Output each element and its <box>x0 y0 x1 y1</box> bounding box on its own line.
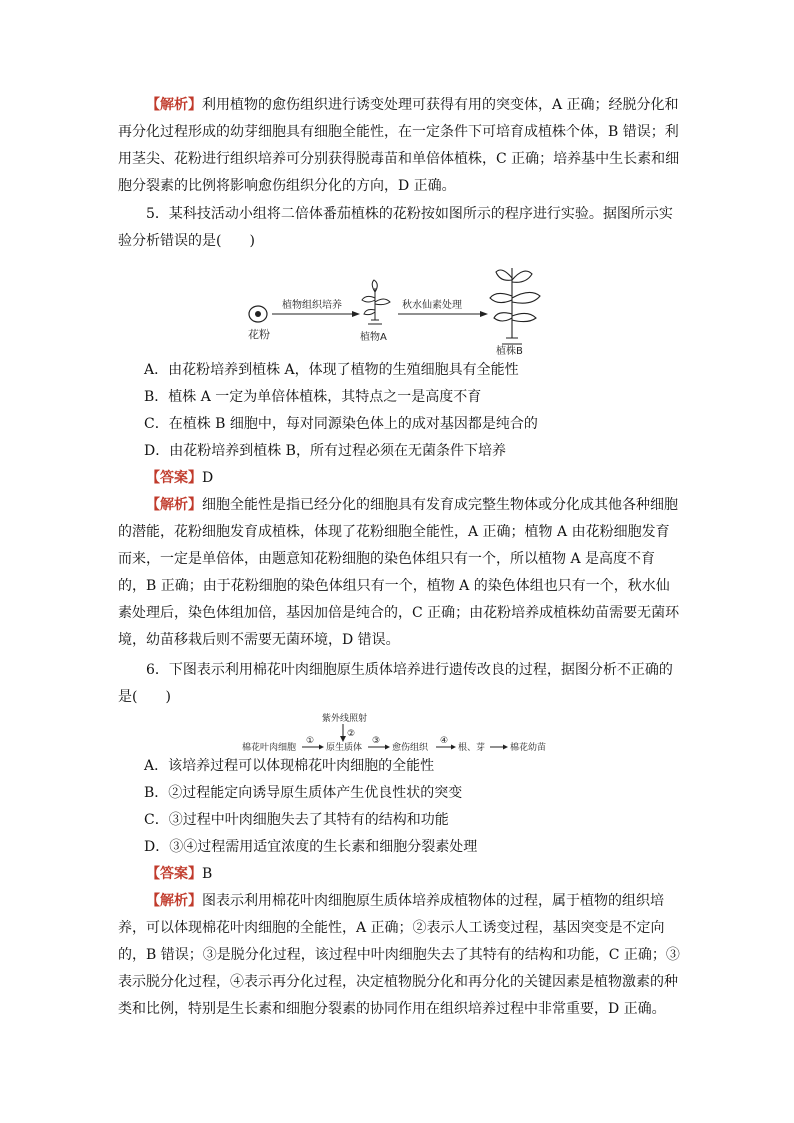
callus-label: 愈伤组织 <box>392 743 429 753</box>
q5-option-d: D．由花粉培养到植株 B，所有过程必须在无菌条件下培养 <box>144 443 506 459</box>
step-2-marker: ② <box>347 729 356 739</box>
q4-analysis <box>118 92 680 200</box>
q5-option-a: A．由花粉培养到植株 A，体现了植物的生殖细胞具有全能性 <box>144 362 519 378</box>
q6-option-d: D．③④过程需用适宜浓度的生长素和细胞分裂素处理 <box>144 839 478 855</box>
question-5-stem: 5．某科技活动小组将二倍体番茄植株的花粉按如图所示的程序进行实验。据图所示实验分析错误的是( ) <box>118 206 673 249</box>
q5-option-c: C．在植株 B 细胞中，每对同源染色体上的成对基因都是纯合的 <box>144 416 538 432</box>
pollen-label: 花粉 <box>248 328 270 341</box>
root-bud-label: 根、芽 <box>458 743 486 753</box>
seedling-label: 棉花幼苗 <box>510 743 547 753</box>
analysis-text: 利用植物的愈伤组织进行诱变处理可获得有用的突变体，A 正确；经脱分化和再分化过程形成的幼芽细胞具有细胞全能性，在一定条件下可培育成植株个体，B 错误；利用茎尖、花粉进行组织培养可分别获得脱毒苗和单倍体植株，C 正确；培养基中生长素和细胞分裂素的比例将影响愈伤组织分化的方向，D 正确。 <box>118 97 680 194</box>
step-1-label: 植物组织培养 <box>282 300 342 311</box>
analysis-tag: 【解析】 <box>146 97 202 113</box>
step-4-marker: ④ <box>440 736 449 746</box>
q5-process-figure <box>240 258 560 356</box>
q6-option-c: C．③过程中叶肉细胞失去了其特有的结构和功能 <box>144 812 449 828</box>
uv-label: 紫外线照射 <box>322 714 368 724</box>
q6-process-figure <box>240 712 560 756</box>
cell-label: 棉花叶肉细胞 <box>242 743 297 753</box>
plant-a-icon <box>362 280 390 324</box>
analysis-tag: 【解析】 <box>146 497 202 513</box>
q5-analysis <box>118 492 680 654</box>
answer-value: D <box>202 470 214 486</box>
step-1-marker: ① <box>306 736 315 746</box>
answer-value: B <box>202 866 213 882</box>
plant-b-label: 植株B <box>496 346 523 356</box>
q5-answer <box>118 465 680 492</box>
step-3-marker: ③ <box>372 736 381 746</box>
q5-option-b: B．植株 A 一定为单倍体植株，其特点之一是高度不育 <box>144 389 482 405</box>
q6-option-b: B．②过程能定向诱导原生质体产生优良性状的突变 <box>144 785 463 801</box>
q6-option-a: A．该培养过程可以体现棉花叶肉细胞的全能性 <box>144 758 435 774</box>
plant-a-label: 植物A <box>360 332 387 343</box>
pollen-icon <box>249 306 267 322</box>
q6-answer <box>118 861 680 888</box>
question-6-stem: 6．下图表示利用棉花叶肉细胞原生质体培养进行遗传改良的过程，据图分析不正确的是( ) <box>118 662 673 705</box>
answer-tag: 【答案】 <box>146 470 202 486</box>
plant-b-icon <box>490 268 540 344</box>
analysis-text: 细胞全能性是指已经分化的细胞具有发育成完整生物体或分化成其他各种细胞的潜能，花粉细胞发育成植株，体现了花粉细胞全能性，A 正确；植物 A 由花粉细胞发育而来，一定是单倍体，由题意知花粉细胞的染色体组只有一个，所以植物 A 是高度不育的，B 正确；由于花粉细胞的染色体组只有一个，植物 A 的染色体组也只有一个，秋水仙素处理后，染色体组加倍，基因加倍是纯合的，C 正确；由花粉培养成植株幼苗需要无菌环境，幼苗移栽后则不需要无菌环境，D 错误。 <box>118 497 680 648</box>
answer-tag: 【答案】 <box>146 866 202 882</box>
analysis-text: 图表示利用棉花叶肉细胞原生质体培养成植物体的过程，属于植物的组织培养，可以体现棉花叶肉细胞的全能性，A 正确；②表示人工诱变过程，基因突变是不定向的，B 错误；③是脱分化过程，该过程中叶肉细胞失去了其特有的结构和功能，C 正确；③表示脱分化过程，④表示再分化过程，决定植物脱分化和再分化的关键因素是植物激素的种类和比例，特别是生长素和细胞分裂素的协同作用在组织培养过程中非常重要，D 正确。 <box>118 893 680 1017</box>
analysis-tag: 【解析】 <box>146 893 202 909</box>
step-2-label: 秋水仙素处理 <box>402 300 462 311</box>
q6-analysis <box>118 888 680 1023</box>
protoplast-label: 原生质体 <box>326 743 363 753</box>
